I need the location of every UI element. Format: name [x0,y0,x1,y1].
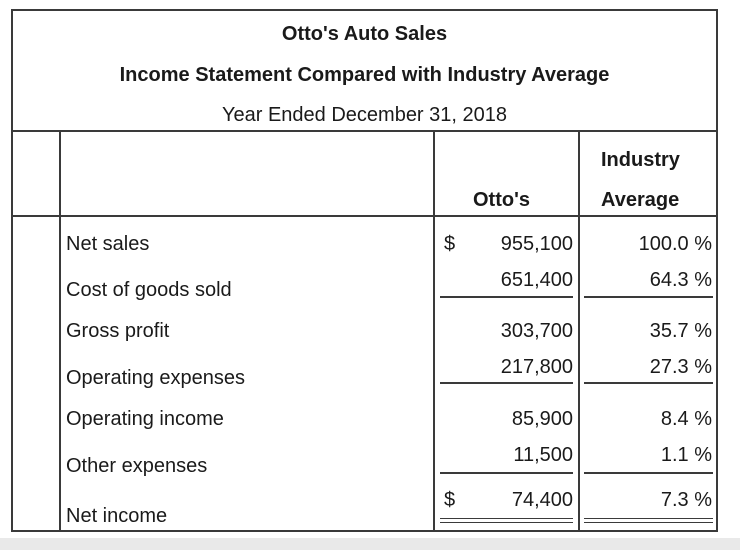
row-label-cost-of-goods-sold: Cost of goods sold [66,279,232,301]
header-divider [13,130,716,132]
amount-other-expenses: 11,500 [513,444,573,466]
underline-opex-amount [440,382,573,384]
amount-net-income: 74,400 [511,489,573,511]
industry-operating-income: 8.4 % [660,408,712,430]
underline-opex-industry [584,382,713,384]
amount-column-right-border [578,130,580,532]
industry-net-sales: 100.0 % [638,233,712,255]
industry-operating-expenses: 27.3 % [649,356,712,378]
period-title: Year Ended December 31, 2018 [221,104,508,126]
double-underline-net-income-amount [440,518,573,523]
industry-net-income: 7.3 % [660,489,712,511]
underline-cogs-amount [440,296,573,298]
amount-cost-of-goods-sold: 651,400 [500,269,573,291]
column-header-divider [13,215,716,217]
underline-other-industry [584,472,713,474]
industry-cost-of-goods-sold: 64.3 % [649,269,712,291]
industry-other-expenses: 1.1 % [660,444,712,466]
row-label-operating-expenses: Operating expenses [66,367,246,389]
column-header-industry-line1: Industry [601,149,680,171]
label-column-left-border [59,130,61,532]
dollar-sign-net-income: $ [444,489,456,511]
amount-gross-profit: 303,700 [500,320,573,342]
row-label-net-income: Net income [66,505,168,527]
underline-cogs-industry [584,296,713,298]
row-label-other-expenses: Other expenses [66,455,208,477]
column-header-industry-line2: Average [601,189,680,211]
statement-title: Income Statement Compared with Industry Average [119,64,610,86]
page-bottom-strip [0,538,740,550]
underline-other-amount [440,472,573,474]
label-column-right-border [433,130,435,532]
amount-operating-expenses: 217,800 [500,356,573,378]
dollar-sign-net-sales: $ [444,233,456,255]
column-header-company: Otto's [473,189,530,211]
industry-gross-profit: 35.7 % [649,320,712,342]
company-title: Otto's Auto Sales [281,23,448,45]
amount-operating-income: 85,900 [511,408,573,430]
double-underline-net-income-industry [584,518,713,523]
row-label-operating-income: Operating income [66,408,224,430]
amount-net-sales: 955,100 [500,233,573,255]
row-label-net-sales: Net sales [66,233,150,255]
row-label-gross-profit: Gross profit [66,320,170,342]
